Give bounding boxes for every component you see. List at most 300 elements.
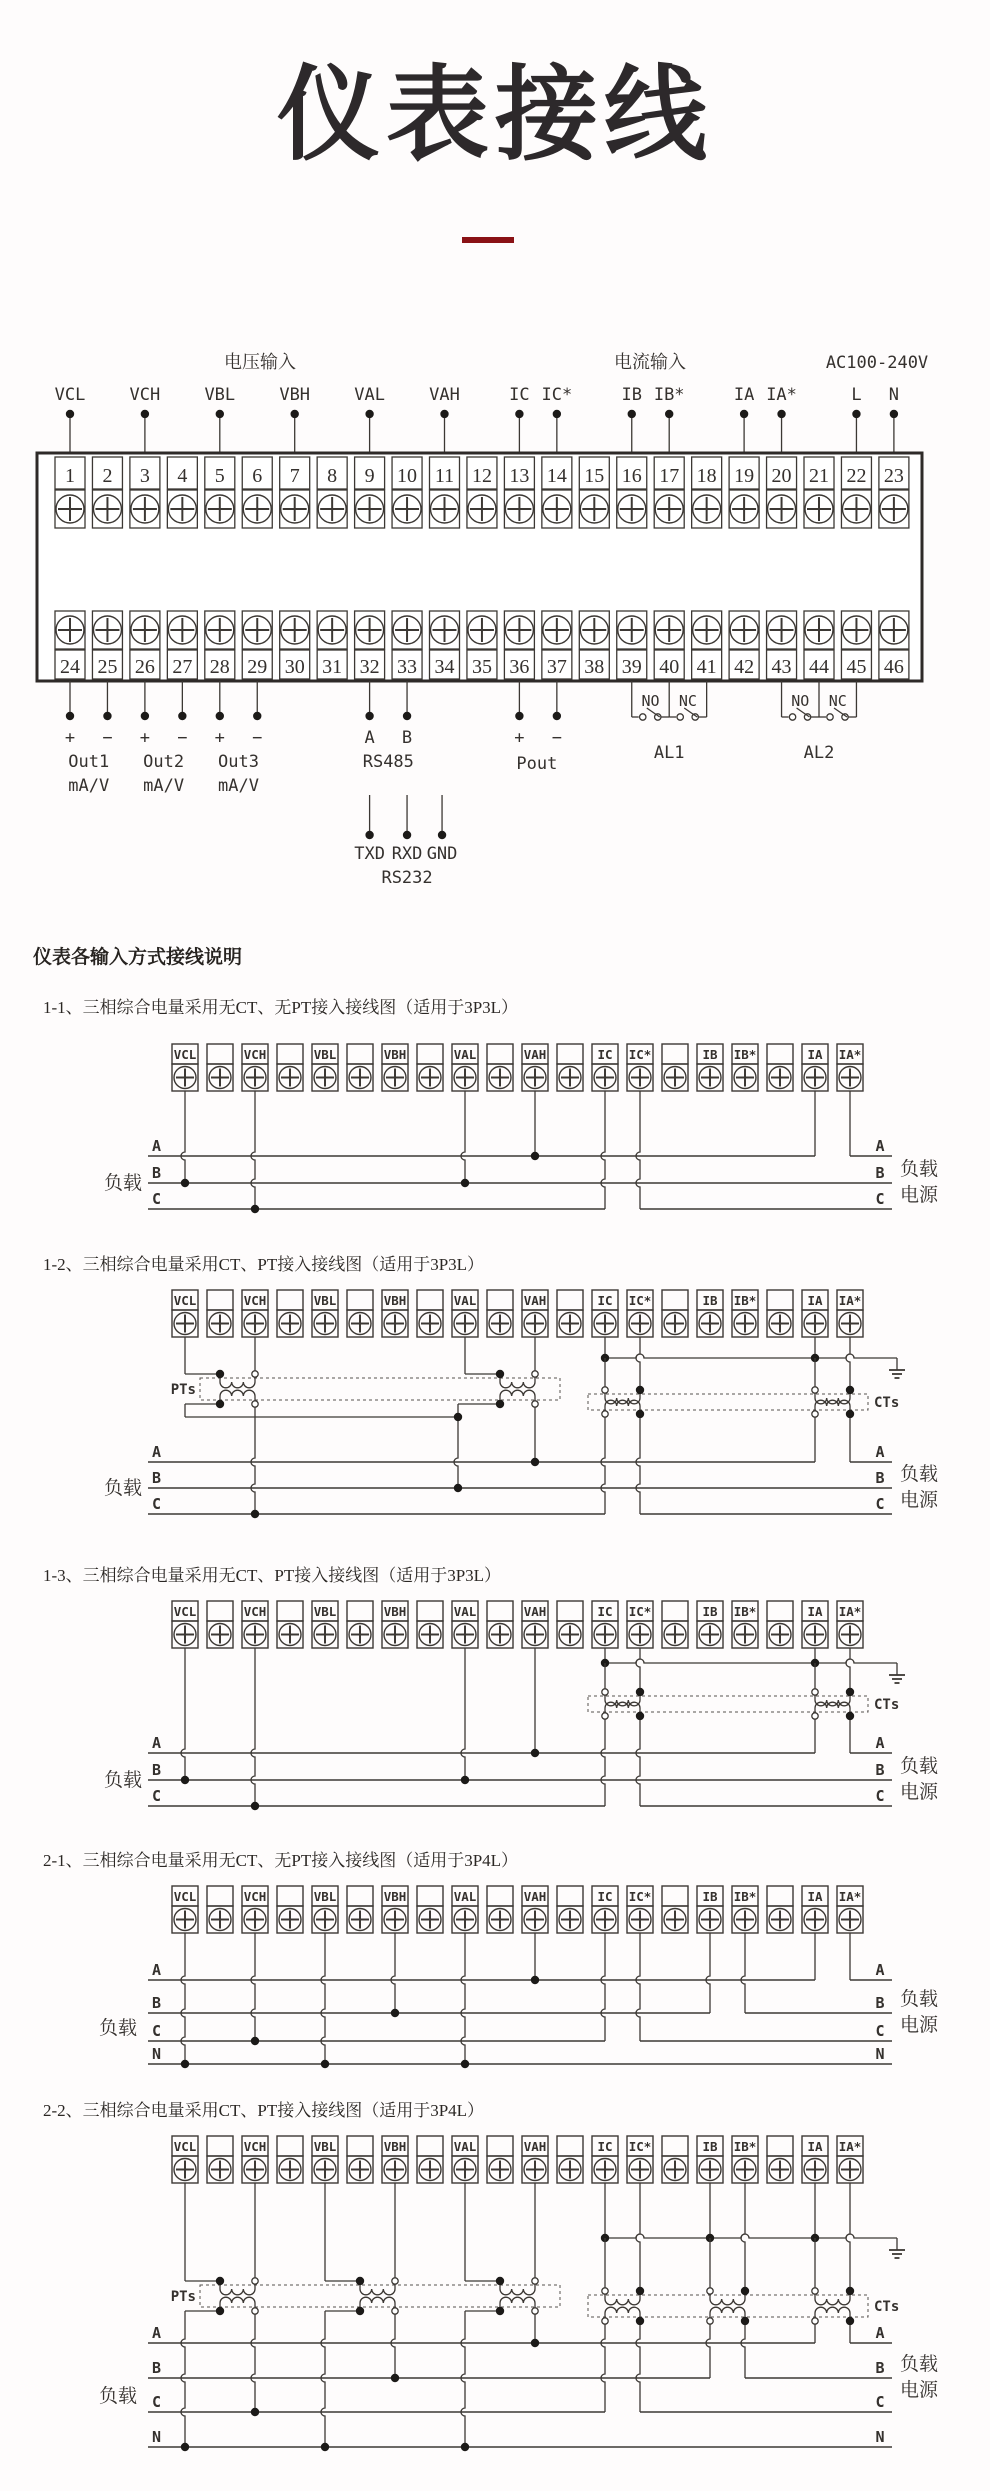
terminal-screw-icon [629, 2159, 651, 2181]
terminal-number: 39 [621, 656, 642, 678]
junction-dot [321, 2443, 329, 2451]
plus-sign: + [514, 728, 525, 748]
junction-dot [531, 1458, 539, 1466]
terminal-screw-icon [489, 1624, 511, 1646]
phase-letter-left: A [152, 1137, 162, 1155]
terminal-screw-icon [805, 616, 833, 644]
terminal-number: 11 [434, 465, 455, 487]
load-label: 负载 [103, 1770, 143, 1791]
junction-dot [741, 2317, 749, 2325]
terminal-screw-icon [419, 1067, 441, 1089]
diagram-terminal-label: IA [807, 1604, 823, 1619]
terminal-screw-icon [468, 616, 496, 644]
diagram-2-1 [43, 1851, 939, 2068]
terminal-circle [252, 2308, 258, 2314]
junction-dot [515, 410, 523, 418]
junction-dot [356, 2277, 364, 2285]
terminal-screw-icon [174, 1909, 196, 1931]
terminal-number: 20 [771, 465, 792, 487]
junction-dot [636, 1410, 644, 1418]
terminal-circle [252, 1401, 258, 1407]
junction-dot [103, 712, 111, 720]
junction-dot [454, 1484, 462, 1492]
terminal-screw-icon [174, 1624, 196, 1646]
terminal-screw-icon [734, 1624, 756, 1646]
terminal-number: 37 [546, 656, 567, 678]
wire [601, 1091, 605, 1209]
terminal-screw-icon [543, 616, 571, 644]
diagram-terminal-label: IC [597, 1047, 613, 1062]
pin-label: VAL [354, 385, 385, 405]
coil [220, 1390, 255, 1396]
junction-dot [846, 1410, 854, 1418]
wire [636, 1933, 640, 2041]
terminal-screw-icon [664, 1624, 686, 1646]
wire [636, 2183, 640, 2291]
terminal-circle [532, 2308, 538, 2314]
terminal-screw-icon [431, 495, 459, 523]
cts-label: CTs [874, 1395, 900, 1411]
terminal-screw-icon [804, 1624, 826, 1646]
terminal-screw-icon [699, 1624, 721, 1646]
terminal-number: 21 [809, 465, 829, 487]
junction-dot [440, 410, 448, 418]
terminal-screw-icon [842, 616, 870, 644]
terminal-number: 16 [621, 465, 642, 487]
junction-dot [438, 831, 446, 839]
diagram-terminal-label: VCL [173, 1047, 197, 1062]
terminal-circle [677, 714, 683, 720]
terminal-number: 23 [883, 465, 904, 487]
ground-icon [889, 2238, 905, 2258]
terminal-number: 5 [214, 465, 225, 487]
terminal-screw-icon [279, 1624, 301, 1646]
pin-label: VCL [54, 385, 86, 405]
terminal-screw-icon [730, 616, 758, 644]
terminal-screw-icon [279, 1313, 301, 1335]
terminal-screw-icon [580, 495, 608, 523]
phase-letter-left: B [152, 2359, 162, 2377]
diagram-terminal-label: VCH [243, 1889, 267, 1904]
junction-dot [496, 1370, 504, 1378]
junction-dot [181, 2443, 189, 2451]
pt-group-box [200, 1378, 560, 1400]
terminal-number: 41 [696, 656, 717, 678]
diagram-terminal-label: VCL [173, 1293, 197, 1308]
coil [220, 1382, 255, 1388]
terminal-screw-icon [454, 1313, 476, 1335]
junction-dot [141, 712, 149, 720]
ct-symbol [601, 1648, 644, 1806]
terminal-screw-icon [769, 1624, 791, 1646]
terminal-screw-icon [594, 1067, 616, 1089]
coil [605, 1398, 640, 1404]
pt-symbol [465, 1337, 539, 1466]
terminal-screw-icon [618, 495, 646, 523]
diagram-terminal-label: IB* [733, 1889, 757, 1904]
terminal-screw-icon [174, 1313, 196, 1335]
wire [636, 1720, 640, 1806]
terminal-screw-icon [734, 1909, 756, 1931]
coil [815, 2299, 850, 2305]
coil [500, 1390, 535, 1396]
cts-label: CTs [874, 1697, 900, 1713]
junction-dot [253, 712, 261, 720]
phase-letter-left: C [152, 1495, 162, 1513]
diagram-terminal-label: VBL [313, 1047, 337, 1062]
terminal-screw-icon [244, 2159, 266, 2181]
diagram-terminal-label: VCH [243, 2139, 267, 2154]
terminal-number: 14 [546, 465, 567, 487]
terminal-number: 29 [247, 656, 268, 678]
wire [636, 1337, 640, 1390]
junction-dot [846, 1688, 854, 1696]
phase-letter-left: B [152, 1469, 162, 1487]
wire [741, 2183, 745, 2291]
junction-dot [636, 1688, 644, 1696]
coil [605, 1702, 640, 1708]
terminal-screw-icon [384, 1067, 406, 1089]
junction-dot [403, 712, 411, 720]
junction-dot [531, 1749, 539, 1757]
junction-dot [66, 410, 74, 418]
terminal-screw-icon [318, 495, 346, 523]
diagram-terminal-label: VCH [243, 1293, 267, 1308]
terminal-screw-icon [489, 1067, 511, 1089]
diagram-title: 1-1、三相综合电量采用无CT、无PT接入接线图（适用于3P3L） [43, 998, 519, 1017]
diagram-terminal-label: IB [702, 2139, 718, 2154]
wire [251, 2314, 255, 2412]
voltage-input-label: 电压输入 [224, 352, 296, 372]
wire [846, 1648, 850, 1692]
wire [636, 1091, 640, 1209]
terminal-screw-icon [93, 616, 121, 644]
coil [815, 1398, 850, 1404]
page-title: 仪表接线 [277, 57, 713, 172]
pts-label: PTs [170, 2289, 196, 2305]
terminal-screw-icon [393, 616, 421, 644]
diagram-terminal-label: IA* [838, 2139, 862, 2154]
terminal-number: 43 [771, 656, 792, 678]
load-label: 负载 [103, 1173, 143, 1194]
terminal-screw-icon [804, 1067, 826, 1089]
ct-group-box [588, 2295, 868, 2317]
terminal-screw-icon [454, 1909, 476, 1931]
terminal-screw-icon [524, 1313, 546, 1335]
junction-dot [846, 1712, 854, 1720]
ct-symbol [811, 1648, 854, 1753]
no-contact-label: NO [641, 692, 660, 710]
wire [601, 1417, 605, 1514]
phase-letter-left: N [152, 2045, 162, 2063]
terminal-screw-icon [629, 1624, 651, 1646]
terminal-screw-icon [699, 1313, 721, 1335]
diagram-title: 1-2、三相综合电量采用CT、PT接入接线图（适用于3P3L） [43, 1255, 485, 1274]
rs232-pin: TXD [354, 844, 385, 864]
source-label-2: 电源 [900, 2015, 939, 2036]
terminal-screw-icon [880, 495, 908, 523]
terminal-circle [602, 1387, 608, 1393]
diagram-terminal-label: IA* [838, 1604, 862, 1619]
terminal-screw-icon [244, 1313, 266, 1335]
wire [461, 2311, 465, 2447]
current-input-label: 电流输入 [614, 352, 686, 372]
phase-letter-left: C [152, 2393, 162, 2411]
terminal-screw-icon [524, 1624, 546, 1646]
phase-letter-left: N [152, 2428, 162, 2446]
terminal-screw-icon [699, 1067, 721, 1089]
source-label-2: 电源 [900, 2380, 939, 2401]
junction-dot [496, 1400, 504, 1408]
terminal-number: 13 [509, 465, 530, 487]
terminal-circle [707, 2288, 713, 2294]
wire [741, 1933, 745, 2013]
source-label-1: 负载 [900, 1989, 939, 2010]
junction-dot [251, 2408, 259, 2416]
terminal-number: 35 [471, 656, 492, 678]
terminal-number: 24 [60, 656, 80, 678]
wire [601, 2324, 605, 2412]
diagram-terminal-label: VBH [383, 2139, 407, 2154]
ac-power-label: AC100-240V [825, 353, 929, 373]
wire [601, 1933, 605, 2041]
terminal-screw-icon [664, 1909, 686, 1931]
wire [321, 1933, 325, 2064]
phase-letter-left: C [152, 1787, 162, 1805]
diagram-terminal-label: IC* [628, 1047, 652, 1062]
junction-dot [461, 2443, 469, 2451]
junction-dot [365, 831, 373, 839]
pin-label: VCH [129, 385, 161, 405]
terminal-screw-icon [489, 1909, 511, 1931]
main-terminal-block [37, 352, 928, 888]
junction-dot [852, 410, 860, 418]
plus-sign: + [214, 728, 225, 748]
junction-dot [777, 410, 785, 418]
junction-dot [461, 2060, 469, 2068]
ct-symbol [811, 1337, 854, 1462]
diagram-terminal-strip [172, 1290, 863, 1337]
wire [636, 1648, 640, 1692]
section-heading: 仪表各输入方式接线说明 [33, 947, 243, 968]
terminal-screw-icon [244, 1067, 266, 1089]
terminal-screw-icon [805, 495, 833, 523]
wire [706, 2324, 710, 2378]
coil [815, 2307, 850, 2313]
pin-label: IB* [653, 385, 685, 405]
terminal-screw-icon [419, 1313, 441, 1335]
terminal-screw-icon [279, 2159, 301, 2181]
diagram-1-3 [43, 1566, 939, 1810]
phase-letter-left: A [152, 2324, 162, 2342]
terminal-screw-icon [209, 1067, 231, 1089]
phase-letter-left: A [152, 1734, 162, 1752]
diagram-terminal-label: IC* [628, 1293, 652, 1308]
phase-letter-left: A [152, 1961, 162, 1979]
terminal-screw-icon [384, 1313, 406, 1335]
diagram-title: 2-2、三相综合电量采用CT、PT接入接线图（适用于3P4L） [43, 2101, 485, 2120]
terminal-screw-icon [384, 1624, 406, 1646]
diagram-terminal-label: VCL [173, 2139, 197, 2154]
terminal-screw-icon [384, 2159, 406, 2181]
diagram-terminal-label: VAH [523, 1604, 547, 1619]
junction-dot [496, 2307, 504, 2315]
junction-dot [890, 410, 898, 418]
diagram-terminal-label: VAL [453, 1889, 477, 1904]
diagram-terminal-label: IB [702, 1047, 718, 1062]
diagram-terminal-label: VAL [453, 1293, 477, 1308]
phase-letter-right: C [875, 2022, 885, 2040]
terminal-screw-icon [618, 616, 646, 644]
nc-contact-label: NC [678, 692, 697, 710]
terminal-screw-icon [769, 1313, 791, 1335]
terminal-screw-icon [543, 495, 571, 523]
output-name: Out1 [68, 752, 110, 772]
diagram-terminal-label: VBH [383, 1047, 407, 1062]
terminal-screw-icon [839, 1909, 861, 1931]
terminal-strip-body [37, 453, 922, 681]
diagram-terminal-label: VBL [313, 1889, 337, 1904]
terminal-screw-icon [804, 2159, 826, 2181]
terminal-screw-icon [804, 1909, 826, 1931]
plus-sign: + [139, 728, 151, 748]
diagram-terminal-label: VBH [383, 1293, 407, 1308]
terminal-screw-icon [839, 2159, 861, 2181]
terminal-screw-icon [431, 616, 459, 644]
terminal-circle [812, 1689, 818, 1695]
phase-line [605, 1354, 897, 1358]
output-name: Out2 [143, 752, 185, 772]
terminal-number: 12 [471, 465, 492, 487]
terminal-screw-icon [664, 2159, 686, 2181]
phase-letter-left: B [152, 1164, 162, 1182]
diagram-terminal-label: VCL [173, 1604, 197, 1619]
terminal-screw-icon [505, 495, 533, 523]
cts-label: CTs [874, 2299, 900, 2315]
junction-dot [181, 1179, 189, 1187]
junction-dot [216, 1370, 224, 1378]
pt-symbol [461, 2183, 539, 2451]
ground-icon [889, 1663, 905, 1683]
diagram-terminal-label: VAL [453, 1604, 477, 1619]
diagram-terminal-strip [172, 2136, 863, 2183]
junction-dot [291, 410, 299, 418]
terminal-screw-icon [244, 1624, 266, 1646]
terminal-number: 6 [252, 465, 263, 487]
terminal-screw-icon [174, 2159, 196, 2181]
diagram-terminal-label: VBL [313, 1293, 337, 1308]
phase-letter-left: C [152, 1190, 162, 1208]
wire [251, 1091, 255, 1209]
terminal-circle [392, 2278, 398, 2284]
junction-dot [251, 1802, 259, 1810]
ct-symbol [811, 2183, 854, 2343]
terminal-screw-icon [839, 1624, 861, 1646]
diagram-terminal-label: IA* [838, 1293, 862, 1308]
junction-dot [403, 831, 411, 839]
terminal-screw-icon [734, 1313, 756, 1335]
terminal-screw-icon [839, 1067, 861, 1089]
terminal-circle [602, 2288, 608, 2294]
terminal-screw-icon [349, 2159, 371, 2181]
wire [461, 1933, 465, 2064]
terminal-circle [602, 1411, 608, 1417]
terminal-screw-icon [419, 1909, 441, 1931]
junction-dot [531, 1976, 539, 1984]
diagram-1-1 [43, 998, 939, 1213]
terminal-screw-icon [281, 495, 309, 523]
junction-dot [636, 2287, 644, 2295]
phase-letter-right: N [875, 2428, 885, 2446]
junction-dot [846, 2317, 854, 2325]
terminal-screw-icon [174, 1067, 196, 1089]
terminal-number: 28 [209, 656, 230, 678]
terminal-screw-icon [314, 1624, 336, 1646]
terminal-screw-icon [842, 495, 870, 523]
phase-letter-right: A [875, 1961, 885, 1979]
output-unit: mA/V [68, 776, 110, 796]
terminal-screw-icon [769, 1067, 791, 1089]
junction-dot [321, 2060, 329, 2068]
coil [605, 1400, 640, 1406]
junction-dot [356, 2307, 364, 2315]
diagram-2-2 [43, 2101, 939, 2451]
terminal-screw-icon [318, 616, 346, 644]
diagram-terminal-label: IA [807, 1047, 823, 1062]
junction-dot [461, 1776, 469, 1784]
junction-dot [461, 1179, 469, 1187]
pt-group-box [200, 2285, 560, 2307]
wire [461, 1091, 465, 1183]
terminal-screw-icon [419, 2159, 441, 2181]
wire [181, 2311, 185, 2447]
terminal-screw-icon [880, 616, 908, 644]
junction-dot [665, 410, 673, 418]
phase-letter-right: C [875, 2393, 885, 2411]
diagram-terminal-label: IA* [838, 1047, 862, 1062]
terminal-screw-icon [454, 1624, 476, 1646]
load-label: 负载 [98, 2018, 138, 2039]
phase-letter-right: C [875, 1495, 885, 1513]
pt-symbol [321, 2183, 399, 2451]
junction-dot [846, 2287, 854, 2295]
rs485-b: B [401, 728, 413, 748]
plus-sign: + [64, 728, 76, 748]
pin-label: IC [509, 385, 530, 405]
source-label-2: 电源 [900, 1782, 939, 1803]
coil [220, 2289, 255, 2295]
terminal-circle [392, 2308, 398, 2314]
junction-dot [178, 712, 186, 720]
terminal-screw-icon [559, 2159, 581, 2181]
terminal-screw-icon [349, 1067, 371, 1089]
junction-dot [496, 2277, 504, 2285]
terminal-screw-icon [629, 1067, 651, 1089]
terminal-screw-icon [664, 1313, 686, 1335]
terminal-screw-icon [594, 1313, 616, 1335]
rs232-pin: RXD [391, 844, 423, 864]
phase-line [605, 1659, 897, 1663]
diagram-terminal-label: IC [597, 1889, 613, 1904]
diagram-terminal-label: IC [597, 1604, 613, 1619]
terminal-number: 4 [177, 465, 188, 487]
wire [391, 2314, 395, 2378]
terminal-screw-icon [734, 2159, 756, 2181]
diagram-terminal-label: VAH [523, 1293, 547, 1308]
coil [605, 2307, 640, 2313]
minus-sign: − [102, 728, 113, 748]
junction-dot [531, 1152, 539, 1160]
